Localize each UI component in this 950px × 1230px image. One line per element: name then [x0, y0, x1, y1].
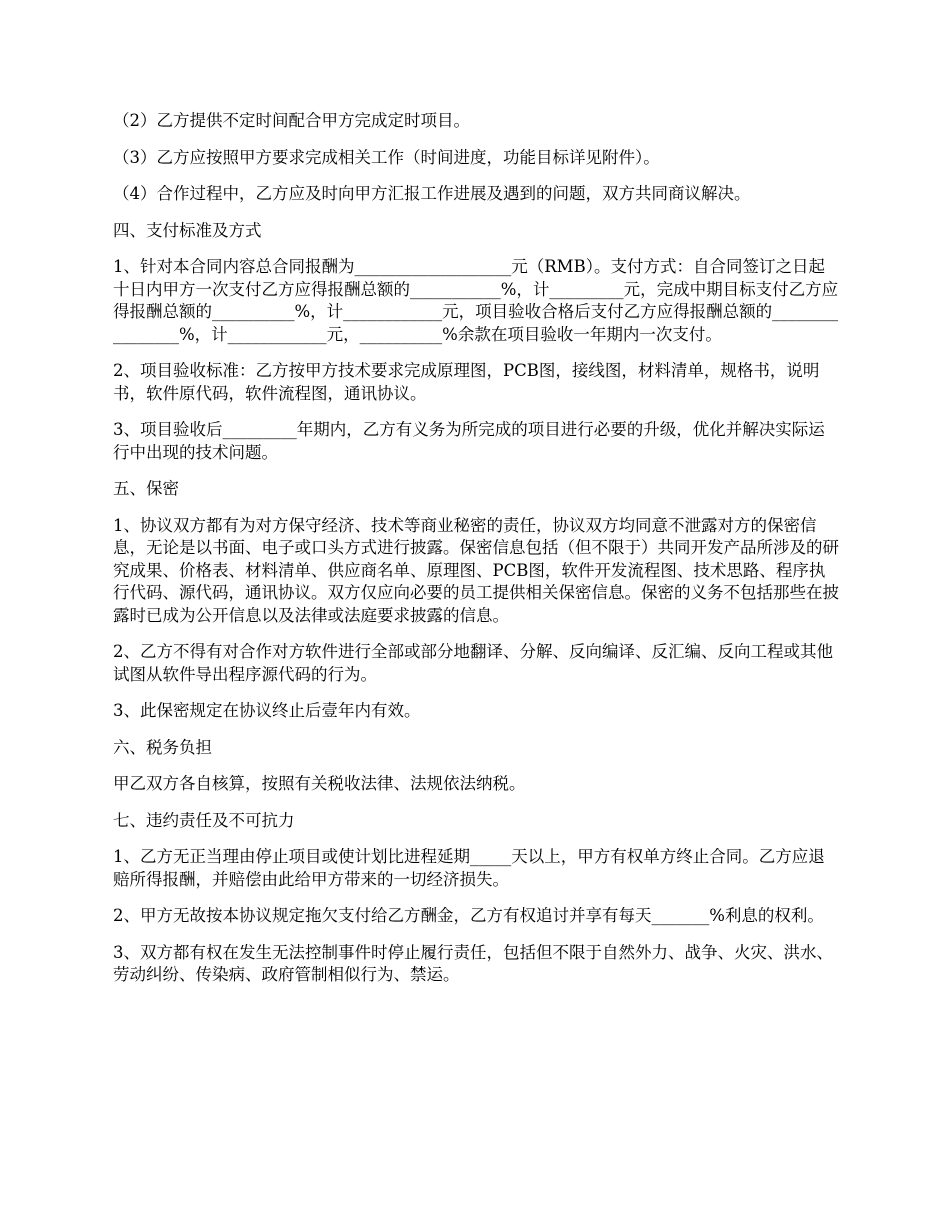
- section-heading-tax: 六、税务负担: [113, 737, 212, 757]
- payment-clause-1: 1、针对本合同内容总合同报酬为___________________元（RMB）。支付方式：自合同签订之日起十日内甲方一次支付乙方应得报酬总额的___________%，计_________元，完成中期目标支付乙方应得报酬总额的__________%，计____________元，项目验收合格后支付乙方应得报酬总额的________________%，计____________元，__________%余款在项目验收一年期内一次支付。: [113, 257, 839, 344]
- document-page: [113, 110, 841, 1001]
- clause-4-text: （4）合作过程中，乙方应及时向甲方汇报工作进展及遇到的问题，双方共同商议解决。: [113, 184, 751, 203]
- payment-clause-3: 3、项目验收后_________年期内，乙方有义务为所完成的项目进行必要的升级，优化并解决实际运行中出现的技术问题。: [113, 420, 825, 462]
- confidentiality-clause-1: 1、协议双方都有为对方保守经济、技术等商业秘密的责任，协议双方均同意不泄露对方的保密信息，无论是以书面、电子或口头方式进行披露。保密信息包括（但不限于）共同开发产品所涉及的研究成果、价格表、材料清单、供应商名单、原理图、PCB图，软件开发流程图、技术思路、程序执行代码、源代码，通讯协议。双方仅应向必要的员工提供相关保密信息。保密的义务不包括那些在披露时已成为公开信息以及法律或法庭要求披露的信息。: [113, 515, 839, 625]
- tax-clause: 甲乙双方各自核算，按照有关税收法律、法规依法纳税。: [113, 774, 526, 793]
- section-heading-confidentiality: 五、保密: [113, 479, 179, 498]
- confidentiality-clause-3: 3、此保密规定在协议终止后壹年内有效。: [113, 701, 421, 720]
- clause-3-text: （3）乙方应按照甲方要求完成相关工作（时间进度，功能目标详见附件）。: [113, 147, 660, 167]
- confidentiality-clause-2: 2、乙方不得有对合作对方软件进行全部或部分地翻译、分解、反向编译、反汇编、反向工程或其他试图从软件导出程序源代码的行为。: [113, 642, 833, 684]
- liability-clause-1: 1、乙方无正当理由停止项目或使计划比进程延期_____天以上，甲方有权单方终止合同。乙方应退赔所得报酬，并赔偿由此给甲方带来的一切经济损失。: [113, 847, 825, 889]
- payment-clause-2: 2、项目验收标准：乙方按甲方技术要求完成原理图，PCB图，接线图，材料清单，规格书，说明书，软件原代码，软件流程图，通讯协议。: [113, 361, 820, 403]
- liability-clause-3: 3、双方都有权在发生无法控制事件时停止履行责任，包括但不限于自然外力、战争、火灾、洪水、劳动纠纷、传染病、政府管制相似行为、禁运。: [113, 942, 833, 984]
- section-heading-liability: 七、违约责任及不可抗力: [113, 810, 295, 830]
- clause-2-text: （2）乙方提供不定时间配合甲方完成定时项目。: [113, 111, 470, 130]
- liability-clause-2: 2、甲方无故按本协议规定拖欠支付给乙方酬金，乙方有权追讨并享有每天_______%利息的权利。: [113, 906, 824, 925]
- section-heading-payment: 四、支付标准及方式: [113, 220, 262, 240]
